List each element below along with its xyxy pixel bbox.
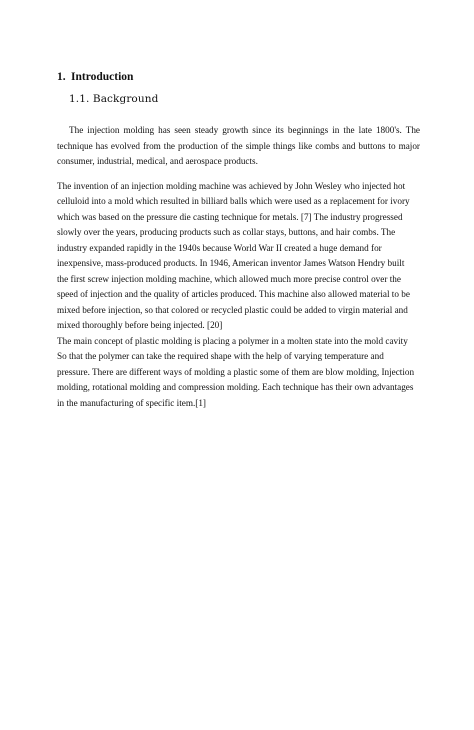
paragraph-2-line: industry expanded rapidly in the 1940s because World War II created a huge demand for	[57, 242, 382, 253]
section-title: Introduction	[71, 71, 134, 83]
paragraph-2-line: The invention of an injection molding machine was achieved by John Wesley who injected hot	[57, 180, 406, 191]
section-number: 1.	[57, 71, 66, 83]
paragraph-2-line: the first screw injection molding machine, which allowed much more precise control over the	[57, 273, 401, 284]
paragraph-2-line: slowly over the years, producing products such as collar stays, buttons, and hair combs. The	[57, 227, 396, 237]
paragraph-3-line: pressure. There are different ways of molding a plastic some of them are blow molding, Injection	[57, 366, 415, 377]
paragraph-3-line: The main concept of plastic molding is placing a polymer in a molten state into the mold cavity	[57, 335, 408, 346]
paragraph-2	[57, 179, 420, 334]
section-heading	[57, 70, 420, 85]
paragraph-2-line: which was based on the pressure die casting technique for metals. [7] The industry progressed	[57, 211, 403, 222]
paragraph-2-line: speed of injection and the quality of articles produced. This machine also allowed material to be	[57, 289, 410, 299]
paragraph-3-line: molding, rotational molding and compression molding. Each technique has their own advantages	[57, 382, 414, 392]
paragraph-2-line: inexpensive, mass-produced products. In 1946, American inventor James Watson Hendry built	[57, 258, 405, 268]
subsection-heading: 1.1. Background	[69, 93, 159, 105]
paragraph-2-line: mixed before injection, so that colored or recycled plastic could be added to virgin material and	[57, 304, 408, 315]
paragraph-1: The injection molding has seen steady growth since its beginnings in the late 1800's. The technique has evolved from the production of the simple things like combs and buttons to major consumer, industrial, medical, and aerospace products.	[57, 125, 420, 166]
paragraph-2-line: celluloid into a mold which resulted in billiard balls which were used as a replacement for ivory	[57, 196, 410, 206]
document-content	[57, 70, 420, 411]
paragraph-3-line: So that the polymer can take the required shape with the help of varying temperature and	[57, 351, 384, 361]
paragraph-3-line: in the manufacturing of specific item.[1]	[57, 397, 206, 408]
paragraph-gap	[57, 170, 420, 179]
paragraph-3	[57, 334, 420, 412]
paragraph-2-line: mixed thoroughly before being injected. [20]	[57, 320, 223, 330]
